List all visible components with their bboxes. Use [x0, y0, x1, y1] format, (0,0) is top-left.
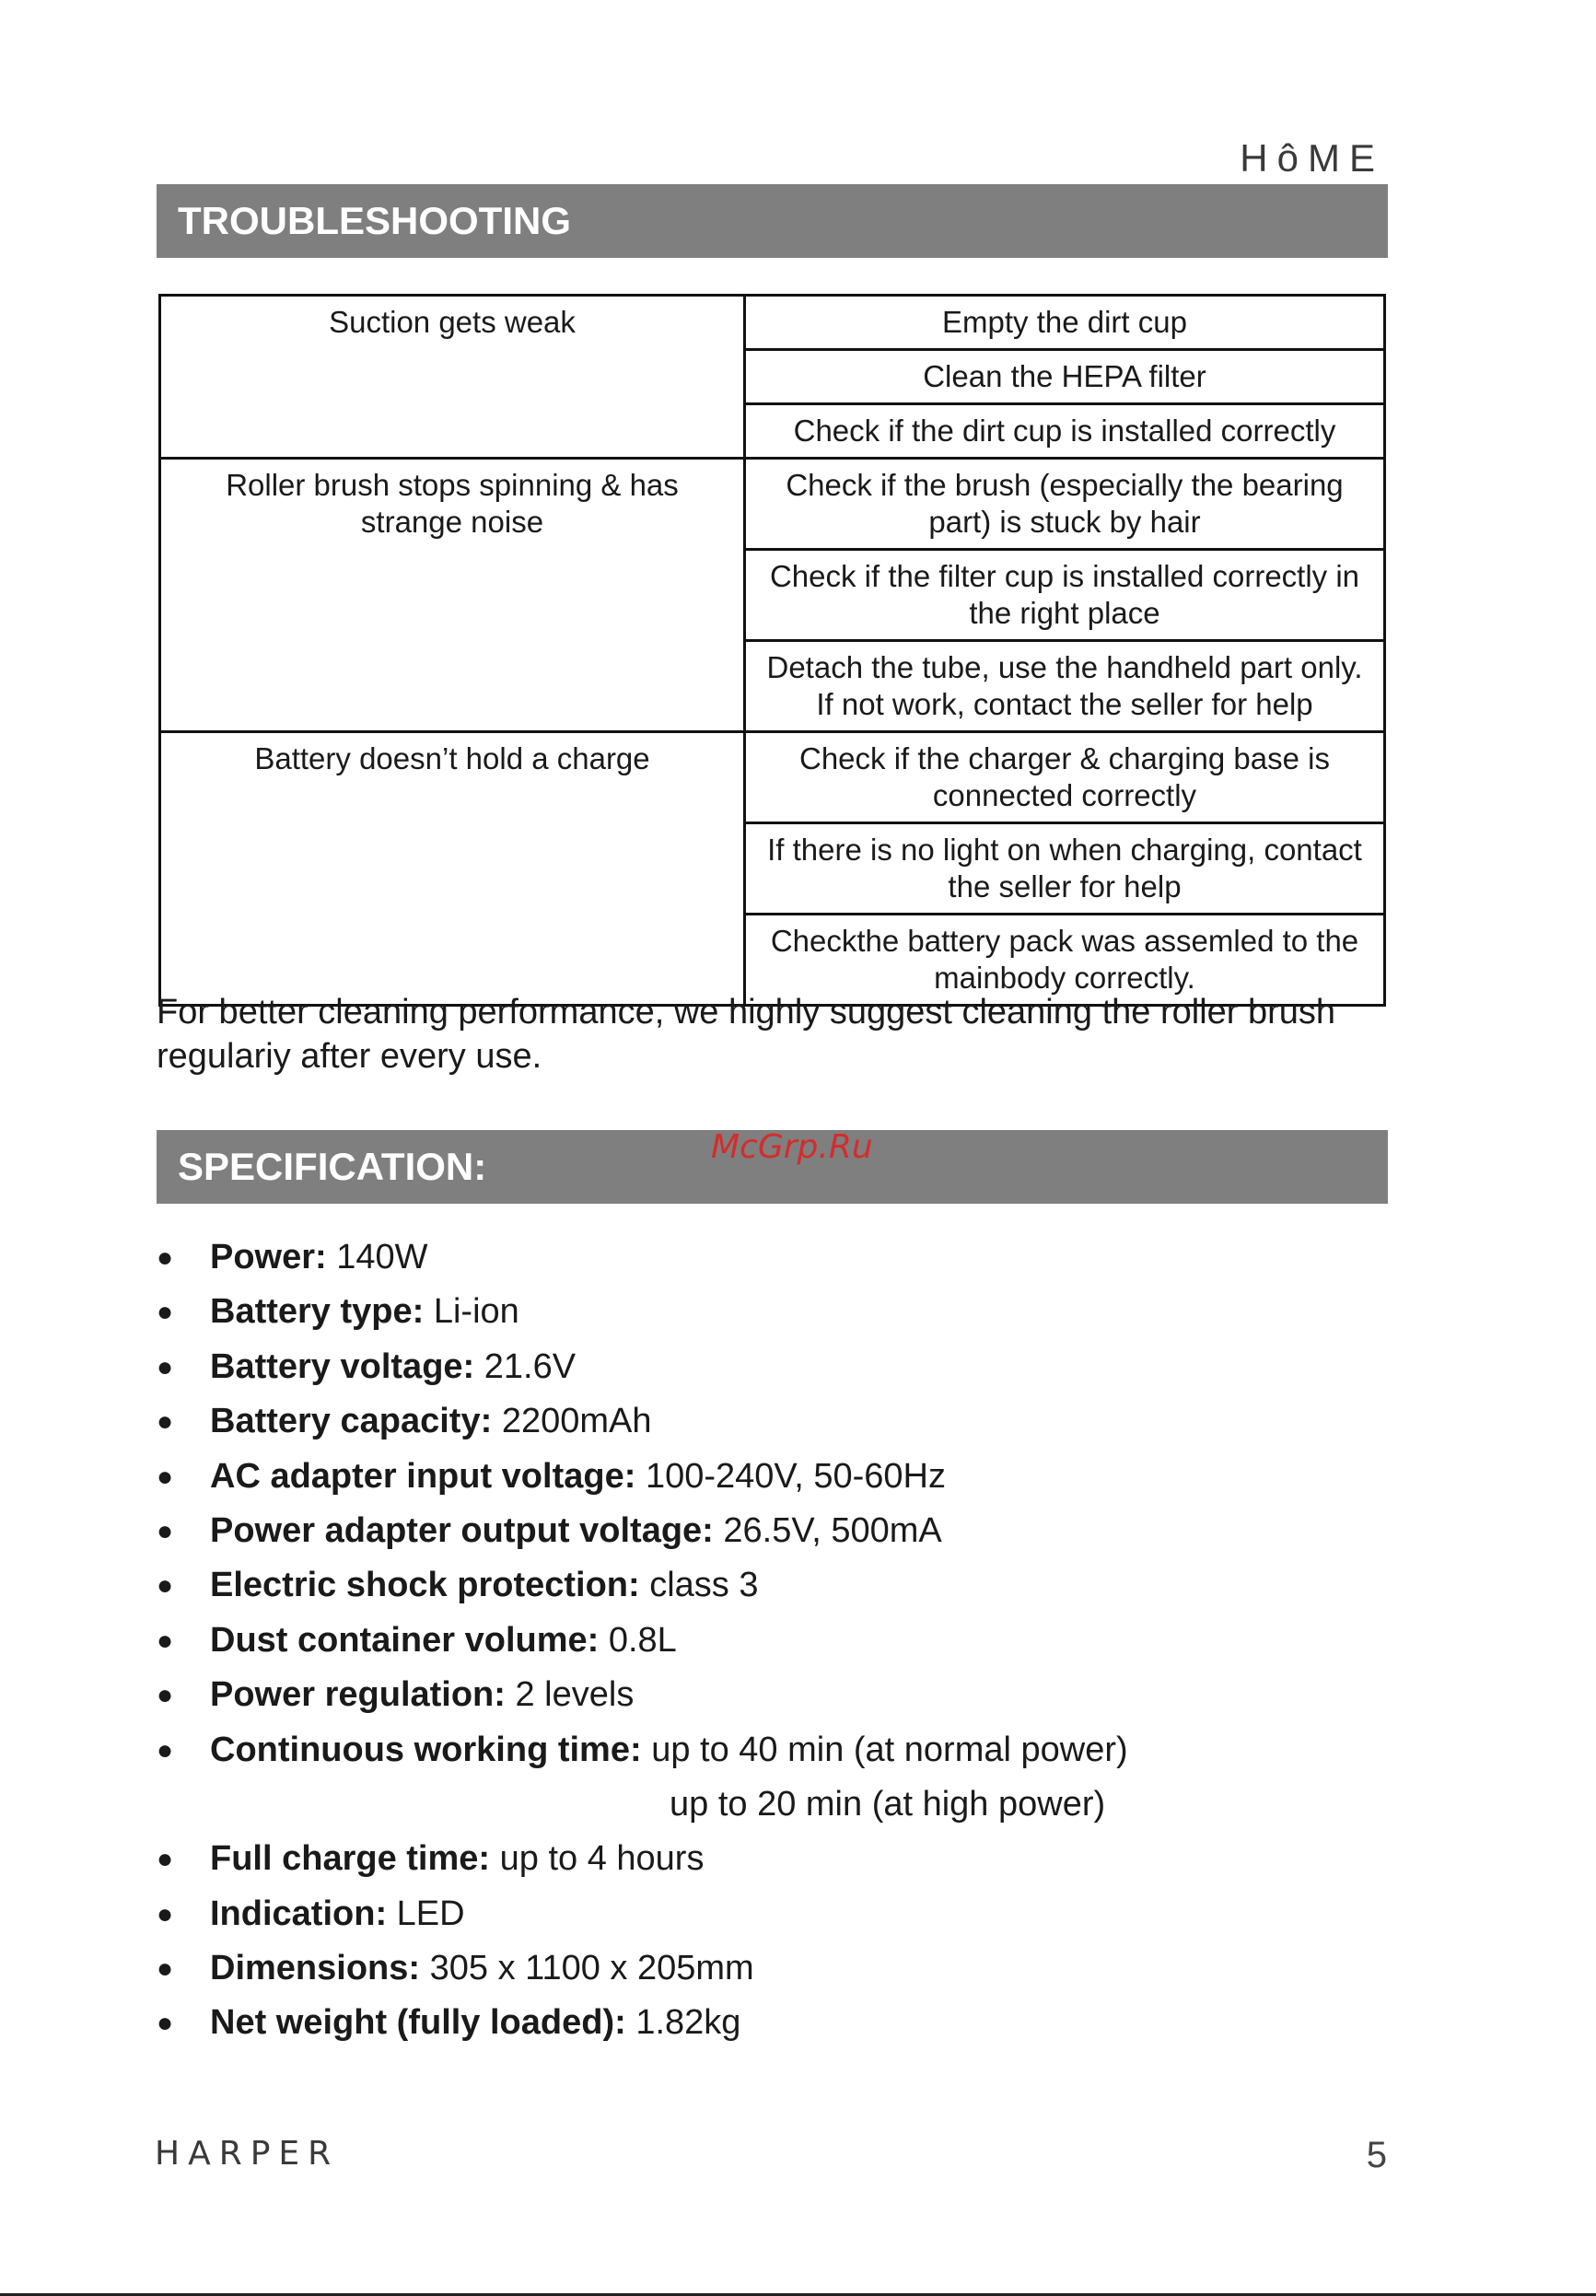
home-brand-logo: HôME: [1240, 136, 1384, 180]
spec-label: Battery capacity:: [210, 1402, 493, 1441]
problem-cell: Suction gets weak: [160, 296, 745, 459]
spec-label: Battery type:: [210, 1292, 425, 1332]
spec-value: 100-240V, 50-60Hz: [645, 1456, 946, 1496]
spec-label: Power adapter output voltage:: [210, 1510, 714, 1550]
list-item: [157, 1340, 1128, 1394]
spec-value: Li-ion: [433, 1292, 519, 1332]
list-item: [157, 1394, 1128, 1449]
spec-label: Full charge time:: [210, 1839, 491, 1879]
bullet-icon: ●: [157, 1844, 174, 1875]
page-number: 5: [1366, 2135, 1387, 2175]
bullet-icon: ●: [157, 1461, 174, 1492]
bullet-icon: ●: [157, 1734, 174, 1766]
cleaning-note: For better cleaning performance, we highly suggest cleaning the roller brush regulariy after every use.: [157, 993, 1336, 1076]
list-item: [157, 1285, 1128, 1339]
specification-title: SPECIFICATION:: [178, 1145, 487, 1188]
bullet-icon: ●: [157, 1898, 174, 1929]
solution-cell: If there is no light on when charging, contact the seller for help: [745, 823, 1385, 915]
troubleshooting-title: TROUBLESHOOTING: [178, 199, 571, 242]
list-item: [157, 1887, 1128, 1941]
harper-logo: HARPER: [155, 2135, 340, 2173]
spec-value: 1.82kg: [635, 2003, 741, 2043]
spec-value: 305 x 1100 x 205mm: [429, 1949, 754, 1988]
bullet-icon: ●: [157, 1680, 174, 1711]
spec-value: 140W: [336, 1238, 428, 1276]
spec-label: Net weight (fully loaded):: [210, 2003, 626, 2043]
list-item: [157, 1558, 1128, 1613]
spec-value: 26.5V, 500mA: [723, 1510, 942, 1550]
bullet-icon: ●: [157, 1406, 174, 1438]
spec-label: Battery voltage:: [210, 1346, 475, 1386]
solution-cell: Empty the dirt cup: [745, 296, 1385, 350]
solution-cell: Clean the HEPA filter: [745, 350, 1385, 404]
solution-cell: Detach the tube, use the handheld part only. If not work, contact the seller for help: [745, 641, 1385, 732]
table-row: [160, 459, 1385, 550]
solution-cell: Check if the charger & charging base is connected correctly: [745, 732, 1385, 823]
bullet-icon: ●: [157, 1570, 174, 1602]
bullet-icon: ●: [157, 2008, 174, 2039]
spec-label: Continuous working time:: [210, 1730, 642, 1769]
spec-value: 0.8L: [608, 1620, 677, 1660]
table-row: [160, 732, 1385, 823]
list-item: [157, 1230, 1128, 1285]
list-item: [157, 1450, 1128, 1504]
bullet-icon: ●: [157, 1515, 174, 1546]
spec-label: Indication:: [210, 1894, 388, 1933]
table-row: [160, 296, 1385, 350]
solution-cell: Check if the filter cup is installed correctly in the right place: [745, 550, 1385, 641]
solution-cell: Checkthe battery pack was assemled to the mainbody correctly.: [745, 915, 1385, 1006]
bullet-icon: ●: [157, 1625, 174, 1656]
problem-cell: Roller brush stops spinning & has strange noise: [160, 459, 745, 732]
list-item: [157, 1614, 1128, 1668]
solution-cell: Check if the brush (especially the bearing part) is stuck by hair: [745, 459, 1385, 550]
bullet-icon: ●: [157, 1953, 174, 1985]
list-item: [157, 1996, 1128, 2050]
list-item: [157, 1941, 1128, 1996]
list-item: [157, 1723, 1128, 1777]
spec-label: Power:: [210, 1238, 327, 1276]
bullet-icon: ●: [157, 1242, 174, 1273]
spec-value: 2200mAh: [501, 1402, 652, 1441]
troubleshooting-table: [158, 294, 1386, 1007]
specification-list: [157, 1230, 1128, 2051]
spec-label: AC adapter input voltage:: [210, 1456, 636, 1496]
spec-value: up to 4 hours: [499, 1839, 705, 1879]
spec-value: LED: [396, 1894, 465, 1933]
solution-cell: Check if the dirt cup is installed correctly: [745, 404, 1385, 459]
watermark-text: McGrp.Ru: [711, 1128, 873, 1166]
troubleshooting-heading: [157, 184, 1388, 258]
spec-label: Electric shock protection:: [210, 1566, 640, 1605]
working-time-continuation: up to 20 min (at high power): [670, 1785, 1106, 1824]
bullet-icon: ●: [157, 1297, 174, 1328]
spec-value: class 3: [649, 1566, 759, 1605]
spec-value: 2 levels: [515, 1675, 635, 1715]
spec-value: up to 40 min (at normal power): [651, 1730, 1128, 1769]
bullet-icon: ●: [157, 1351, 174, 1382]
list-item: [157, 1668, 1128, 1722]
spec-label: Power regulation:: [210, 1675, 506, 1715]
spec-value: 21.6V: [483, 1346, 577, 1386]
spec-label: Dust container volume:: [210, 1620, 600, 1660]
list-item: [157, 1832, 1128, 1886]
spec-label: Dimensions:: [210, 1949, 421, 1988]
list-item: [157, 1504, 1128, 1558]
problem-cell: Battery doesn’t hold a charge: [160, 732, 745, 1006]
